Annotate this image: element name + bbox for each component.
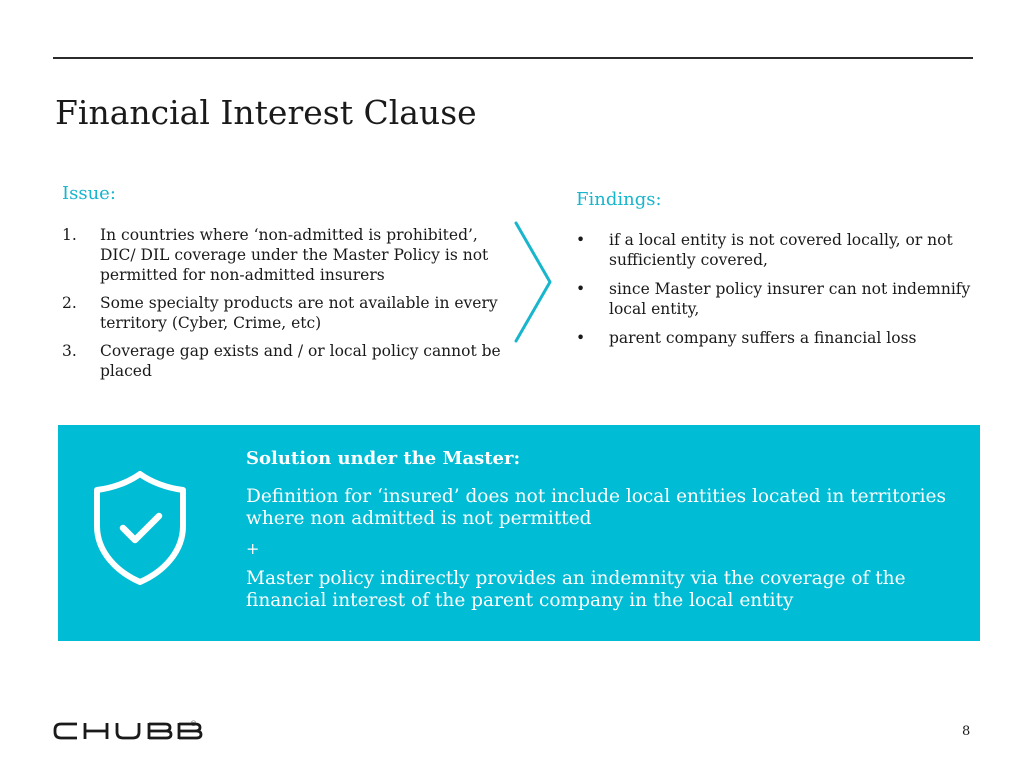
solution-plus-sign: +	[246, 539, 260, 558]
bullet-icon: •	[576, 329, 586, 347]
findings-list	[576, 230, 976, 357]
findings-item-text: parent company suffers a financial loss	[609, 329, 917, 347]
findings-item-text: since Master policy insurer can not indemnify local entity,	[609, 280, 971, 318]
issue-item	[62, 225, 502, 285]
findings-item	[576, 230, 976, 270]
issue-item-number: 1.	[62, 226, 77, 244]
issue-item-text: Coverage gap exists and / or local policy cannot be placed	[100, 342, 501, 380]
shield-check-icon	[89, 468, 191, 588]
solution-definition-text: Definition for ‘insured’ does not include local entities located in territories where non admitted is not permitted	[246, 486, 946, 529]
findings-heading: Findings:	[576, 189, 662, 210]
issue-item-text: Some specialty products are not available in every territory (Cyber, Crime, etc)	[100, 294, 498, 332]
issue-list	[62, 225, 502, 389]
findings-item	[576, 279, 976, 319]
issue-item-number: 2.	[62, 294, 77, 312]
slide-title: Financial Interest Clause	[55, 93, 477, 132]
chubb-logo	[53, 721, 203, 741]
issue-item-number: 3.	[62, 342, 77, 360]
bullet-icon: •	[576, 231, 586, 249]
solution-indemnity-text: Master policy indirectly provides an indemnity via the coverage of the financial interest of the parent company in the local entity	[246, 568, 906, 611]
issue-item	[62, 293, 502, 333]
findings-item	[576, 328, 976, 348]
top-divider	[53, 57, 973, 59]
bullet-icon: •	[576, 280, 586, 298]
page-number: 8	[962, 724, 971, 739]
registered-mark: ®	[190, 720, 197, 728]
issue-item	[62, 341, 502, 381]
issue-heading: Issue:	[62, 183, 116, 204]
findings-item-text: if a local entity is not covered locally, or not sufficiently covered,	[609, 231, 953, 269]
chevron-right-icon	[510, 220, 554, 344]
issue-item-text: In countries where ‘non-admitted is prohibited’, DIC/ DIL coverage under the Master Policy is not permitted for non-admitted insurers	[100, 226, 489, 284]
solution-heading: Solution under the Master:	[246, 448, 521, 469]
